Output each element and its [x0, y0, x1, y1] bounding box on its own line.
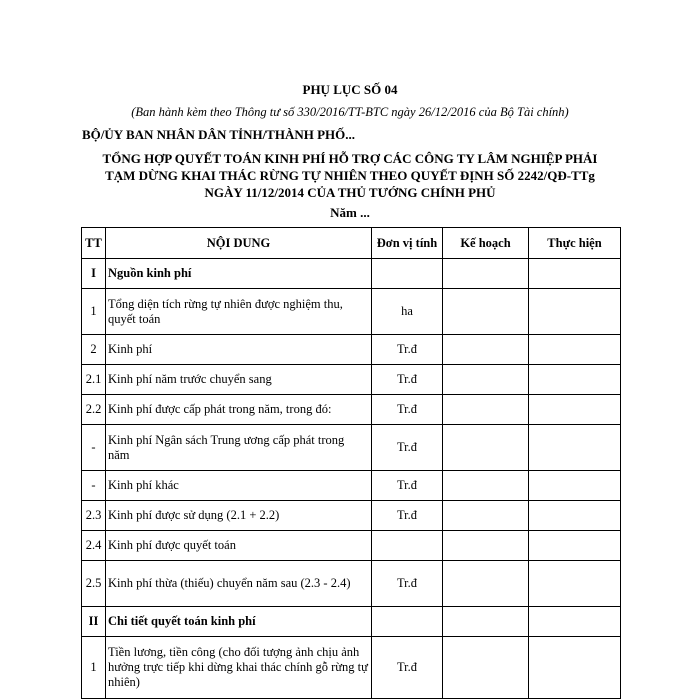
row-number-cell: 2.4: [82, 531, 106, 561]
table-row: [82, 637, 621, 699]
row-number-cell: 2.3: [82, 501, 106, 531]
row-plan-cell: [443, 607, 529, 637]
report-year: Năm ...: [330, 205, 370, 220]
row-plan-cell: [443, 365, 529, 395]
row-number-cell: 1: [82, 289, 106, 335]
row-actual-cell: [529, 365, 621, 395]
ministry-line: BỘ/ỦY BAN NHÂN DÂN TỈNH/THÀNH PHỐ...: [82, 127, 356, 142]
row-actual-cell: [529, 335, 621, 365]
issued-note: (Ban hành kèm theo Thông tư số 330/2016/TT-BTC ngày 26/12/2016 của Bộ Tài chính): [131, 105, 569, 119]
row-content-cell: Chi tiết quyết toán kinh phí: [106, 607, 372, 637]
row-content-cell: Kinh phí được quyết toán: [106, 531, 372, 561]
row-plan-cell: [443, 395, 529, 425]
row-actual-cell: [529, 259, 621, 289]
row-unit-cell: [372, 607, 443, 637]
row-content-cell: Kinh phí được cấp phát trong năm, trong đó:: [106, 395, 372, 425]
row-plan-cell: [443, 259, 529, 289]
table-row: [82, 425, 621, 471]
table-row: [82, 531, 621, 561]
row-unit-cell: Tr.đ: [372, 365, 443, 395]
table-row: [82, 365, 621, 395]
appendix-number: PHỤ LỤC SỐ 04: [302, 82, 398, 97]
column-header-content: NỘI DUNG: [106, 228, 372, 259]
row-unit-cell: Tr.đ: [372, 637, 443, 699]
table-row: [82, 471, 621, 501]
row-actual-cell: [529, 531, 621, 561]
row-actual-cell: [529, 395, 621, 425]
row-actual-cell: [529, 561, 621, 607]
row-plan-cell: [443, 471, 529, 501]
row-number-cell: -: [82, 471, 106, 501]
row-plan-cell: [443, 425, 529, 471]
table-row: [82, 607, 621, 637]
row-content-cell: Kinh phí Ngân sách Trung ương cấp phát trong năm: [106, 425, 372, 471]
row-plan-cell: [443, 335, 529, 365]
title-line-3: NGÀY 11/12/2014 CỦA THỦ TƯỚNG CHÍNH PHỦ: [204, 185, 496, 200]
table-header-row: [82, 228, 621, 259]
row-actual-cell: [529, 425, 621, 471]
row-unit-cell: [372, 259, 443, 289]
row-plan-cell: [443, 637, 529, 699]
row-actual-cell: [529, 501, 621, 531]
document-title: [60, 150, 640, 201]
row-actual-cell: [529, 637, 621, 699]
row-plan-cell: [443, 561, 529, 607]
row-unit-cell: ha: [372, 289, 443, 335]
table-row: [82, 395, 621, 425]
column-header-plan: Kế hoạch: [443, 228, 529, 259]
row-content-cell: Kinh phí năm trước chuyển sang: [106, 365, 372, 395]
row-unit-cell: Tr.đ: [372, 335, 443, 365]
row-number-cell: II: [82, 607, 106, 637]
row-number-cell: 1: [82, 637, 106, 699]
column-header-tt: TT: [82, 228, 106, 259]
row-content-cell: Tiền lương, tiền công (cho đối tượng ảnh chịu ảnh hưởng trực tiếp khi dừng khai thác chính gỗ rừng tự nhiên): [106, 637, 372, 699]
row-unit-cell: Tr.đ: [372, 501, 443, 531]
table-body: [82, 259, 621, 699]
row-actual-cell: [529, 289, 621, 335]
row-unit-cell: Tr.đ: [372, 561, 443, 607]
row-plan-cell: [443, 501, 529, 531]
row-content-cell: Kinh phí khác: [106, 471, 372, 501]
row-content-cell: Nguồn kinh phí: [106, 259, 372, 289]
row-number-cell: 2.2: [82, 395, 106, 425]
row-content-cell: Tổng diện tích rừng tự nhiên được nghiệm thu, quyết toán: [106, 289, 372, 335]
column-header-actual: Thực hiện: [529, 228, 621, 259]
row-number-cell: I: [82, 259, 106, 289]
row-plan-cell: [443, 289, 529, 335]
row-actual-cell: [529, 471, 621, 501]
row-unit-cell: Tr.đ: [372, 395, 443, 425]
row-plan-cell: [443, 531, 529, 561]
title-line-1: TỔNG HỢP QUYẾT TOÁN KINH PHÍ HỖ TRỢ CÁC CÔNG TY LÂM NGHIỆP PHẢI: [102, 151, 598, 166]
row-unit-cell: [372, 531, 443, 561]
table-row: [82, 289, 621, 335]
settlement-table: [81, 227, 621, 699]
table-row: [82, 561, 621, 607]
title-line-2: TẠM DỪNG KHAI THÁC RỪNG TỰ NHIÊN THEO QUYẾT ĐỊNH SỐ 2242/QĐ-TTg: [105, 168, 595, 183]
row-number-cell: 2: [82, 335, 106, 365]
row-number-cell: -: [82, 425, 106, 471]
row-actual-cell: [529, 607, 621, 637]
row-unit-cell: Tr.đ: [372, 471, 443, 501]
row-unit-cell: Tr.đ: [372, 425, 443, 471]
column-header-unit: Đơn vị tính: [372, 228, 443, 259]
table-row: [82, 335, 621, 365]
row-number-cell: 2.1: [82, 365, 106, 395]
row-number-cell: 2.5: [82, 561, 106, 607]
row-content-cell: Kinh phí thừa (thiếu) chuyển năm sau (2.3 - 2.4): [106, 561, 372, 607]
table-row: [82, 501, 621, 531]
table-row: [82, 259, 621, 289]
row-content-cell: Kinh phí: [106, 335, 372, 365]
row-content-cell: Kinh phí được sử dụng (2.1 + 2.2): [106, 501, 372, 531]
